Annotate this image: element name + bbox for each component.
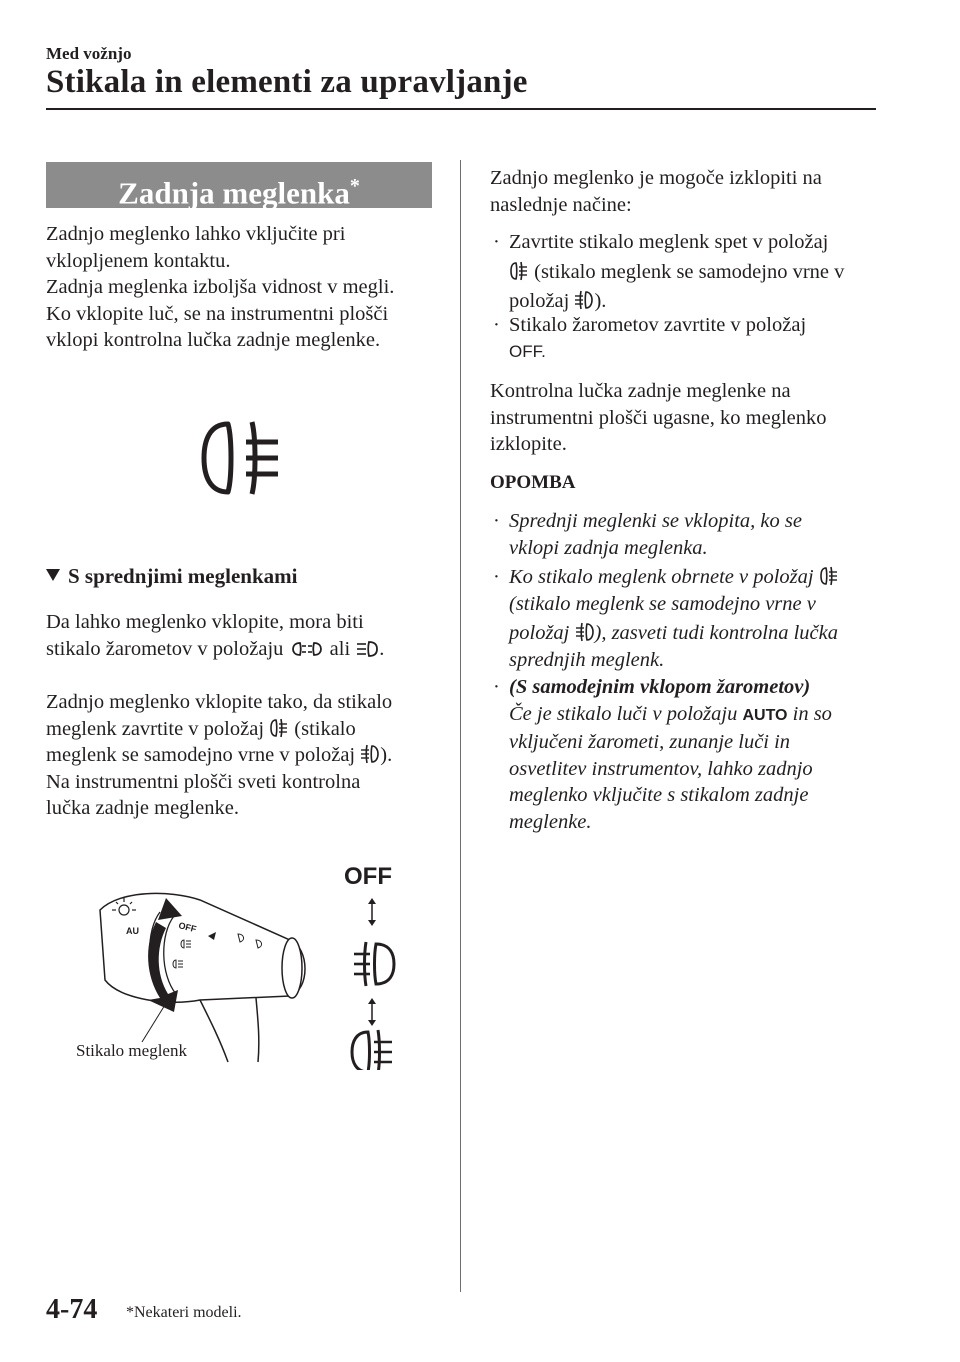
banner-title: Zadnja meglenka bbox=[118, 175, 350, 211]
section-banner bbox=[46, 162, 432, 211]
stalk-auto-label: AU bbox=[126, 926, 139, 936]
triangle-marker-icon bbox=[46, 569, 60, 581]
text-line: Zavrtite stikalo meglenk spet v položaj bbox=[509, 231, 829, 253]
note-item bbox=[493, 508, 802, 561]
text-line bbox=[46, 742, 392, 769]
text-span: ). bbox=[594, 290, 607, 312]
bullet-dot: · bbox=[493, 510, 500, 532]
subheading bbox=[46, 564, 297, 589]
text-line bbox=[509, 259, 844, 286]
note-heading: OPOMBA bbox=[490, 472, 576, 493]
text-line bbox=[509, 288, 844, 315]
intro-line: vklopi kontrolna lučka zadnje meglenke. bbox=[46, 329, 381, 351]
text-line: sprednjih meglenk. bbox=[509, 648, 665, 671]
text-line: Stikalo žarometov zavrtite v položaj bbox=[509, 314, 807, 336]
header-rule bbox=[46, 108, 876, 110]
text-line: Zadnjo meglenko je mogoče izklopiti na bbox=[490, 167, 822, 189]
text-line: (stikalo meglenk se samodejno vrne v bbox=[509, 592, 816, 615]
front-fog-icon bbox=[575, 622, 595, 642]
text-span: meglenk zavrtite v položaj bbox=[46, 717, 270, 740]
text-span: stikalo žarometov v položaju bbox=[46, 637, 289, 660]
figure-callout: Stikalo meglenk bbox=[76, 1041, 187, 1060]
text-line: Kontrolna lučka zadnje meglenke na bbox=[490, 380, 791, 402]
parking-light-icon bbox=[289, 640, 325, 658]
text-line: Na instrumentni plošči sveti kontrolna bbox=[46, 770, 361, 793]
text-line bbox=[509, 701, 832, 730]
text-line: vključeni žarometi, zunanje luči in bbox=[509, 731, 791, 753]
text-line bbox=[46, 716, 392, 743]
intro-line: Zadnja meglenka izboljša vidnost v megli. bbox=[46, 276, 395, 298]
paragraph-switch-position bbox=[46, 609, 384, 662]
rear-fog-icon bbox=[819, 566, 839, 586]
front-fog-icon bbox=[574, 290, 594, 310]
footnote: *Nekateri modeli. bbox=[126, 1304, 242, 1321]
text-span: Ko stikalo meglenk obrnete v položaj bbox=[509, 566, 819, 588]
page-number: 4-74 bbox=[46, 1294, 98, 1325]
text-line: vklopi zadnja meglenka. bbox=[509, 536, 708, 559]
intro-line: Ko vklopite luč, se na instrumentni plošči bbox=[46, 302, 389, 325]
text-line: Sprednji meglenki se vklopita, ko se bbox=[509, 510, 802, 532]
text-line: (S samodejnim vklopom žarometov) bbox=[509, 676, 811, 698]
text-span: in so bbox=[787, 702, 832, 725]
text-span: položaj bbox=[509, 290, 575, 312]
banner-asterisk: * bbox=[349, 175, 360, 197]
text-line: izklopite. bbox=[490, 433, 567, 455]
off-position-label: OFF bbox=[344, 863, 392, 890]
front-fog-icon bbox=[360, 744, 380, 764]
rear-fog-icon bbox=[269, 718, 289, 738]
text-span: Če je stikalo luči v položaju bbox=[509, 702, 743, 725]
text-line: naslednje načine: bbox=[490, 193, 632, 216]
text-span: . bbox=[379, 637, 385, 660]
text-line: meglenko vključite s stikalom zadnje bbox=[509, 784, 809, 806]
text-line: instrumentni plošči ugasne, ko meglenko bbox=[490, 406, 827, 429]
column-divider bbox=[460, 160, 461, 1292]
text-span: (stikalo bbox=[289, 717, 356, 740]
page-title: Stikala in elementi za upravljanje bbox=[46, 64, 528, 100]
intro-line: vklopljenem kontaktu. bbox=[46, 249, 231, 272]
bullet-item bbox=[493, 229, 845, 315]
stalk-off-label: OFF bbox=[177, 920, 198, 935]
text-line: osvetlitev instrumentov, lahko zadnjo bbox=[509, 757, 813, 780]
text-span: ali bbox=[324, 637, 356, 660]
text-line bbox=[46, 636, 384, 663]
note-item bbox=[493, 674, 832, 835]
text-line: lučka zadnje meglenke. bbox=[46, 797, 239, 819]
rear-fog-icon bbox=[509, 261, 529, 281]
subheading-text: S sprednjimi meglenkami bbox=[68, 564, 298, 588]
auto-badge: AUTO bbox=[742, 706, 788, 724]
text-line: Zadnjo meglenko vklopite tako, da stikalo bbox=[46, 691, 393, 713]
fog-switch-figure bbox=[60, 850, 430, 1070]
headlight-icon bbox=[355, 640, 379, 658]
text-span: položaj bbox=[509, 622, 575, 644]
text-line: Da lahko meglenko vklopite, mora biti bbox=[46, 611, 364, 633]
rear-fog-indicator-icon bbox=[196, 418, 286, 503]
paragraph-turn-on bbox=[46, 689, 392, 822]
off-text: OFF. bbox=[509, 341, 546, 361]
bullet-dot: · bbox=[493, 676, 500, 698]
text-span: meglenk se samodejno vrne v položaj bbox=[46, 744, 361, 766]
text-span: ), zasveti tudi kontrolna lučka bbox=[594, 622, 838, 644]
bullet-dot: · bbox=[493, 231, 500, 253]
intro-line: Zadnjo meglenko lahko vključite pri bbox=[46, 223, 346, 245]
text-line: meglenke. bbox=[509, 810, 592, 833]
note-item bbox=[493, 564, 839, 673]
section-label: Med vožnjo bbox=[46, 44, 132, 63]
bullet-dot: · bbox=[493, 314, 500, 336]
right-paragraph-1 bbox=[490, 165, 822, 218]
text-span: (stikalo meglenk se samodejno vrne v bbox=[529, 260, 845, 283]
text-line bbox=[509, 564, 839, 591]
bullet-item bbox=[493, 312, 807, 365]
text-line bbox=[509, 620, 839, 647]
intro-paragraph bbox=[46, 221, 394, 354]
bullet-dot: · bbox=[493, 566, 500, 588]
right-paragraph-2 bbox=[490, 378, 827, 458]
text-span: ). bbox=[380, 744, 393, 766]
